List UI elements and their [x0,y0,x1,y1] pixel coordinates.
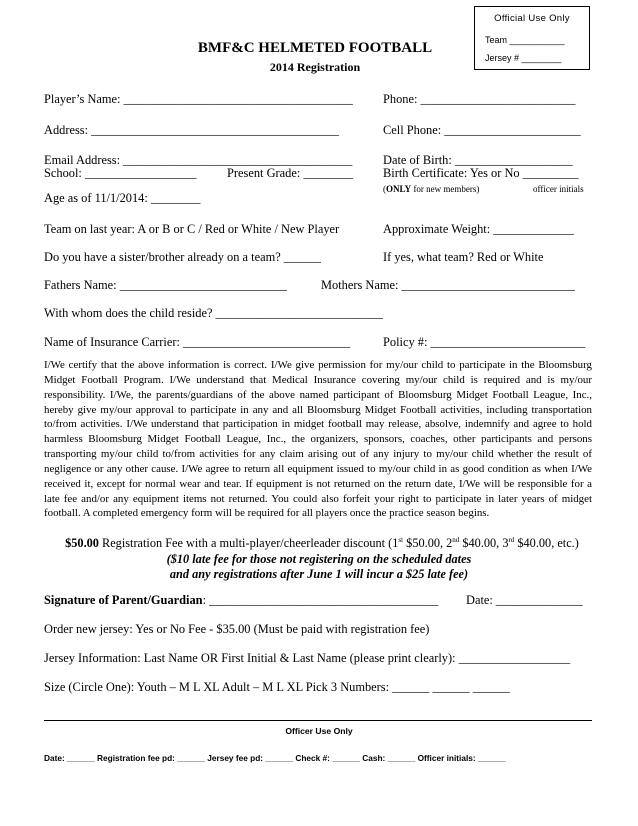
approximate-weight-field[interactable]: Approximate Weight: _____________ [383,222,574,236]
order-jersey-field[interactable]: Order new jersey: Yes or No Fee - $35.00 (Must be paid with registration fee) [44,622,430,636]
address-field[interactable]: Address: ________________________________________ [44,123,339,137]
present-grade-field[interactable]: Present Grade: ________ [227,166,353,180]
signature-field[interactable]: Signature of Parent/Guardian: _____________________________________ [44,593,439,607]
birth-certificate-field[interactable]: Birth Certificate: Yes or No _________ [383,166,579,180]
certification-paragraph: I/We certify that the above information is correct. I/We give permission for my/our child to participate in the Bloomsburg Midget Football Program. I/We understand that Medical Insurance covering my/our child is required and is my/our responsibility. I/We, the parents/guardians of the above named participant of Bloomsburg Midget Football League, Inc., hereby give my/our approval to participate in any and all Bloomsburg Midget Football activities, including transportation to/from activities. I/We understand that participation in midget football may release, absolve, indemnify and agree to hold harmless Bloomsburg Midget Football League, Inc., the organizers, sponsors, coaches, other participants and persons transporting my/our child to/from activities for any claim arising out of any injury to my/our child whether the result of negligence or any other cause. I/We agree to return all equipment issued to my/our child in as good condition as when I/We received it, except for normal wear and tear. If equipment is not returned on the return date, I/We will be responsible for a late fee and/or any equipment items not returned. You could also forfeit your right to participate in later years of midget football. A completed emergency form will be required for all players once the practice season begins. [44,359,592,520]
policy-number-field[interactable]: Policy #: _________________________ [383,335,586,349]
new-members-note: (ONLY for new members) [383,184,480,194]
mother-name-field[interactable]: Mothers Name: ____________________________ [321,278,575,292]
registration-fee-line: $50.00 Registration Fee with a multi-player/cheerleader discount (1st $50.00, 2nd $40.00, 3rd $40.00, etc.) [65,536,579,551]
date-of-birth-field[interactable]: Date of Birth: ___________________ [383,153,573,167]
official-team-field[interactable]: Team ___________ [485,35,565,45]
officer-use-line[interactable]: Date: ______ Registration fee pd: ______ Jersey fee pd: ______ Check #: ______ Cash: ______ Officer initials: ______ [44,753,506,763]
official-jersey-field[interactable]: Jersey # ________ [485,53,562,63]
jersey-information-field[interactable]: Jersey Information: Last Name OR First Initial & Last Name (please print clearly): __________________ [44,651,571,665]
insurance-carrier-field[interactable]: Name of Insurance Carrier: ___________________________ [44,335,351,349]
signature-date-field[interactable]: Date: ______________ [466,593,583,607]
team-last-year-field[interactable]: Team on last year: A or B or C / Red or White / New Player [44,222,340,236]
officer-use-header: Officer Use Only [285,726,353,736]
late-fee-line-2: and any registrations after June 1 will incur a $25 late fee) [169,567,469,581]
officer-initials-note: officer initials [533,184,584,194]
child-resides-field[interactable]: With whom does the child reside? ___________________________ [44,306,383,320]
form-subtitle: 2014 Registration [269,60,361,74]
divider [44,720,592,721]
size-field[interactable]: Size (Circle One): Youth – M L XL Adult – M L XL Pick 3 Numbers: ______ ______ ______ [44,680,510,694]
cell-phone-field[interactable]: Cell Phone: ______________________ [383,123,581,137]
sibling-field[interactable]: Do you have a sister/brother already on a team? ______ [44,250,321,264]
player-name-field[interactable]: Player’s Name: _____________________________________ [44,92,353,106]
official-use-header: Official Use Only [494,13,570,24]
father-name-field[interactable]: Fathers Name: ___________________________ [44,278,287,292]
email-field[interactable]: Email Address: _____________________________________ [44,153,353,167]
form-title: BMF&C HELMETED FOOTBALL [197,40,433,56]
school-field[interactable]: School: __________________ [44,166,197,180]
late-fee-line-1: ($10 late fee for those not registering on the scheduled dates [166,552,472,566]
sibling-team-field[interactable]: If yes, what team? Red or White [383,250,544,264]
phone-field[interactable]: Phone: _________________________ [383,92,576,106]
age-field[interactable]: Age as of 11/1/2014: ________ [44,191,201,205]
